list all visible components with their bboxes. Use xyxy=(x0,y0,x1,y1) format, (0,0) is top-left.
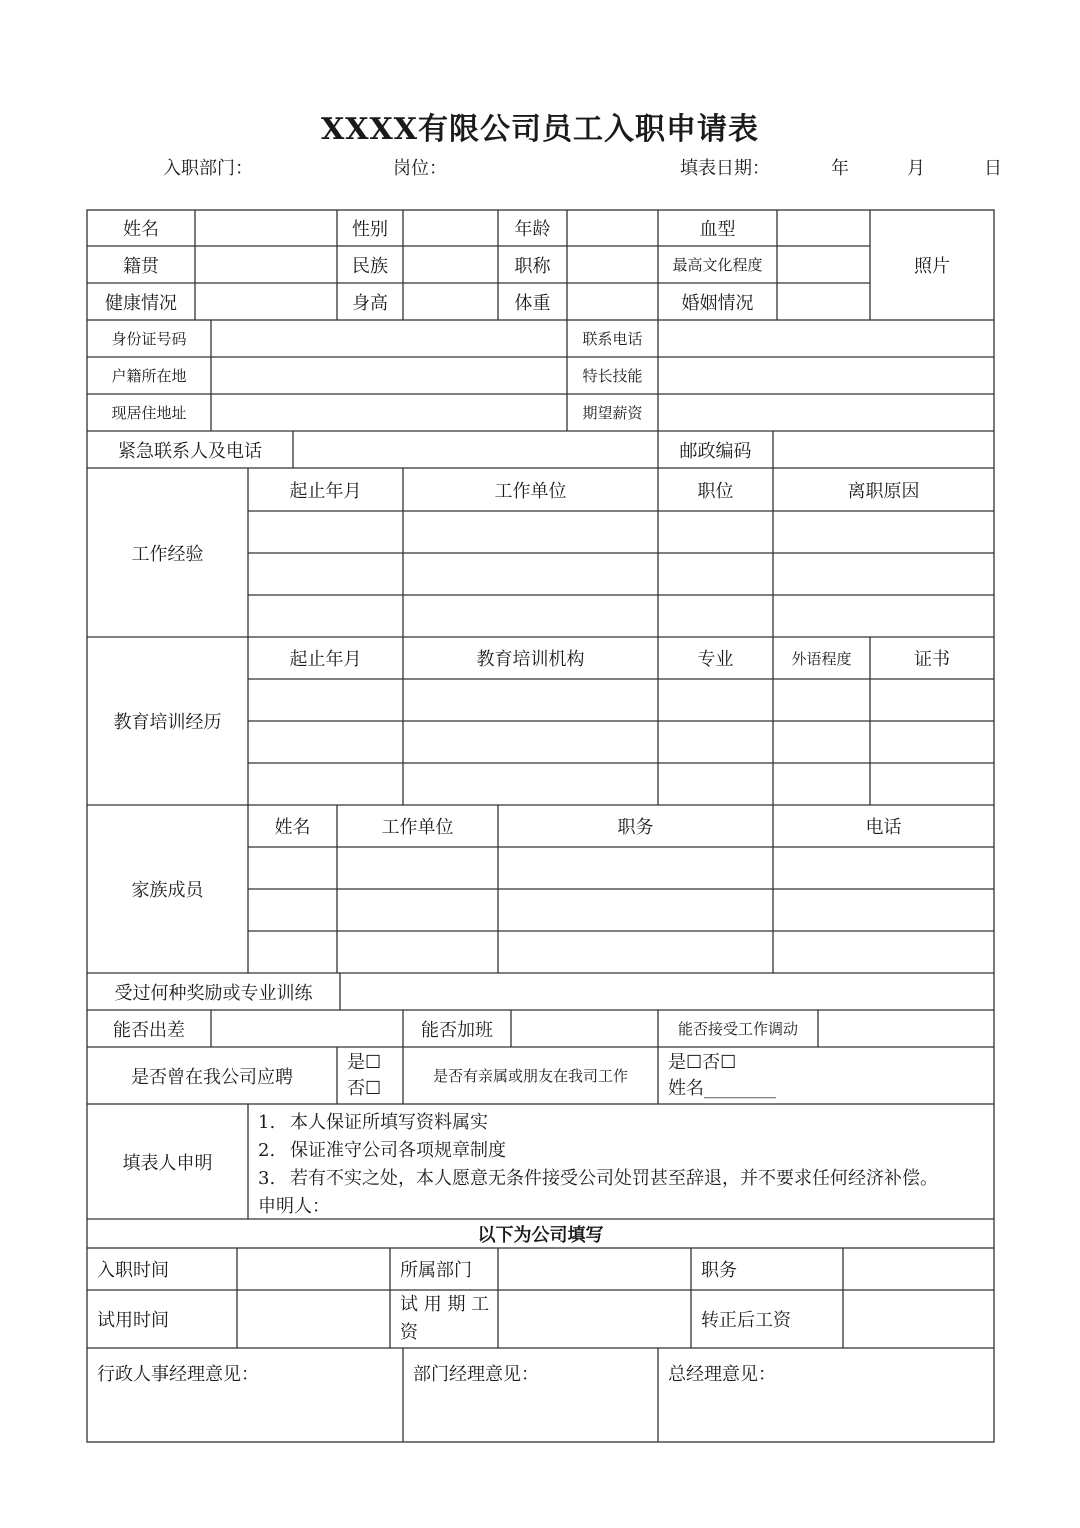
work-row[interactable] xyxy=(248,511,994,553)
label-gender: 性别 xyxy=(352,219,388,240)
native-field[interactable] xyxy=(195,246,337,283)
applied-yes-checkbox[interactable]: 是☐ xyxy=(347,1051,382,1073)
hr-opinion-field[interactable]: 行政人事经理意见： xyxy=(97,1364,259,1385)
edu-header-period: 起止年月 xyxy=(289,649,362,670)
label-applied-before: 是否曾在我公司应聘 xyxy=(131,1066,293,1088)
declaration-item: 2. 保证准守公司各项规章制度 xyxy=(258,1140,506,1161)
weight-field[interactable] xyxy=(567,283,658,320)
applied-no-checkbox[interactable]: 否☐ xyxy=(347,1077,382,1099)
label-family: 家族成员 xyxy=(131,880,204,901)
edu-header-major: 专业 xyxy=(697,649,734,670)
edu-header-language: 外语程度 xyxy=(791,649,852,668)
meta-month-label: 月 xyxy=(907,158,925,179)
dept-opinion-field[interactable]: 部门经理意见： xyxy=(413,1364,539,1385)
work-header-position: 职位 xyxy=(697,480,734,502)
work-row[interactable] xyxy=(248,553,994,595)
label-address: 现居住地址 xyxy=(111,404,187,422)
edu-header-certificate: 证书 xyxy=(914,649,950,670)
work-header-period: 起止年月 xyxy=(289,480,362,502)
label-native: 籍贯 xyxy=(123,255,159,277)
regular-salary-field[interactable] xyxy=(843,1290,994,1348)
meta-date-label: 填表日期： xyxy=(680,158,770,179)
position-field[interactable] xyxy=(843,1248,994,1290)
salary-field[interactable] xyxy=(658,394,994,431)
family-header-phone: 电话 xyxy=(865,817,902,838)
work-row[interactable] xyxy=(248,595,994,637)
label-blood: 血型 xyxy=(699,219,736,240)
label-id-no: 身份证号码 xyxy=(111,330,187,348)
id-no-field[interactable] xyxy=(211,320,567,357)
department-field[interactable] xyxy=(498,1248,691,1290)
meta-day-label: 日 xyxy=(984,158,1002,179)
education-field[interactable] xyxy=(777,246,870,283)
label-probation-time: 试用时间 xyxy=(97,1310,169,1331)
edu-row[interactable] xyxy=(248,679,994,721)
label-entry-time: 入职时间 xyxy=(97,1260,169,1281)
declaration-item: 3. 若有不实之处，本人愿意无条件接受公司处罚甚至辞退，并不要求任何经济补偿。 xyxy=(258,1168,938,1189)
declaration-signer[interactable]: 申明人： xyxy=(258,1196,330,1217)
family-header-employer: 工作单位 xyxy=(381,817,454,838)
name-field[interactable] xyxy=(195,210,337,246)
family-row[interactable] xyxy=(248,889,994,931)
transfer-field[interactable] xyxy=(818,1010,994,1047)
label-position: 职务 xyxy=(701,1260,737,1281)
edu-row[interactable] xyxy=(248,721,994,763)
edu-row[interactable] xyxy=(248,763,994,805)
family-header-job: 职务 xyxy=(617,817,654,838)
blood-field[interactable] xyxy=(777,210,870,246)
label-awards: 受过何种奖励或专业训练 xyxy=(114,982,313,1004)
marital-field[interactable] xyxy=(777,283,870,320)
label-overtime: 能否加班 xyxy=(421,1019,493,1041)
relatives-yes-no-checkbox[interactable]: 是☐否☐ xyxy=(668,1051,737,1073)
label-ethnic: 民族 xyxy=(352,255,388,277)
label-postcode: 邮政编码 xyxy=(679,440,752,462)
label-work-experience: 工作经验 xyxy=(131,543,204,565)
label-marital: 婚姻情况 xyxy=(681,292,754,314)
meta-post-label: 岗位： xyxy=(393,158,447,179)
label-phone: 联系电话 xyxy=(582,330,643,348)
label-transfer: 能否接受工作调动 xyxy=(677,1020,798,1038)
label-travel: 能否出差 xyxy=(113,1019,185,1041)
label-hukou: 户籍所在地 xyxy=(111,367,187,385)
work-header-leave-reason: 离职原因 xyxy=(847,480,920,502)
phone-field[interactable] xyxy=(658,320,994,357)
address-field[interactable] xyxy=(211,394,567,431)
probation-salary-field[interactable] xyxy=(498,1290,691,1348)
label-skills: 特长技能 xyxy=(582,367,643,385)
label-education-history: 教育培训经历 xyxy=(113,712,222,733)
travel-field[interactable] xyxy=(211,1010,403,1047)
form-title: XXXX有限公司员工入职申请表 xyxy=(320,112,760,147)
probation-time-field[interactable] xyxy=(237,1290,390,1348)
relatives-options xyxy=(658,1047,994,1104)
family-row[interactable] xyxy=(248,847,994,889)
declaration-item: 1. 本人保证所填写资料属实 xyxy=(258,1112,488,1133)
relatives-name-blank[interactable]: 姓名________ xyxy=(668,1077,776,1099)
label-health: 健康情况 xyxy=(105,292,177,314)
label-declaration: 填表人申明 xyxy=(122,1152,213,1174)
label-relatives: 是否有亲属或朋友在我司工作 xyxy=(432,1067,628,1085)
awards-field[interactable] xyxy=(340,973,994,1010)
applied-before-options xyxy=(337,1047,403,1104)
label-regular-salary: 转正后工资 xyxy=(701,1310,791,1331)
height-field[interactable] xyxy=(403,283,498,320)
label-age: 年龄 xyxy=(514,219,551,240)
edu-header-institution: 教育培训机构 xyxy=(476,649,585,670)
label-education: 最高文化程度 xyxy=(672,256,763,274)
meta-year-label: 年 xyxy=(831,158,849,179)
title-rank-field[interactable] xyxy=(567,246,658,283)
label-title-rank: 职称 xyxy=(514,255,551,277)
overtime-field[interactable] xyxy=(511,1010,658,1047)
health-field[interactable] xyxy=(195,283,337,320)
label-name: 姓名 xyxy=(123,219,159,240)
gender-field[interactable] xyxy=(403,210,498,246)
emergency-field[interactable] xyxy=(293,431,658,468)
age-field[interactable] xyxy=(567,210,658,246)
gm-opinion-field[interactable]: 总经理意见： xyxy=(668,1364,776,1385)
entry-time-field[interactable] xyxy=(237,1248,390,1290)
label-weight: 体重 xyxy=(514,292,551,314)
family-header-name: 姓名 xyxy=(274,817,311,838)
family-row[interactable] xyxy=(248,931,994,973)
label-probation-salary: 试 用 期 工 资 xyxy=(400,1294,490,1343)
work-header-employer: 工作单位 xyxy=(494,480,567,502)
postcode-field[interactable] xyxy=(773,431,994,468)
skills-field[interactable] xyxy=(658,357,994,394)
photo-box[interactable]: 照片 xyxy=(914,256,950,277)
label-emergency: 紧急联系人及电话 xyxy=(118,440,262,462)
ethnic-field[interactable] xyxy=(403,246,498,283)
label-salary: 期望薪资 xyxy=(582,404,643,422)
meta-dept-label: 入职部门： xyxy=(163,158,253,179)
hukou-field[interactable] xyxy=(211,357,567,394)
label-department: 所属部门 xyxy=(400,1260,472,1281)
label-height: 身高 xyxy=(352,292,388,314)
company-section-header: 以下为公司填写 xyxy=(477,1224,604,1246)
